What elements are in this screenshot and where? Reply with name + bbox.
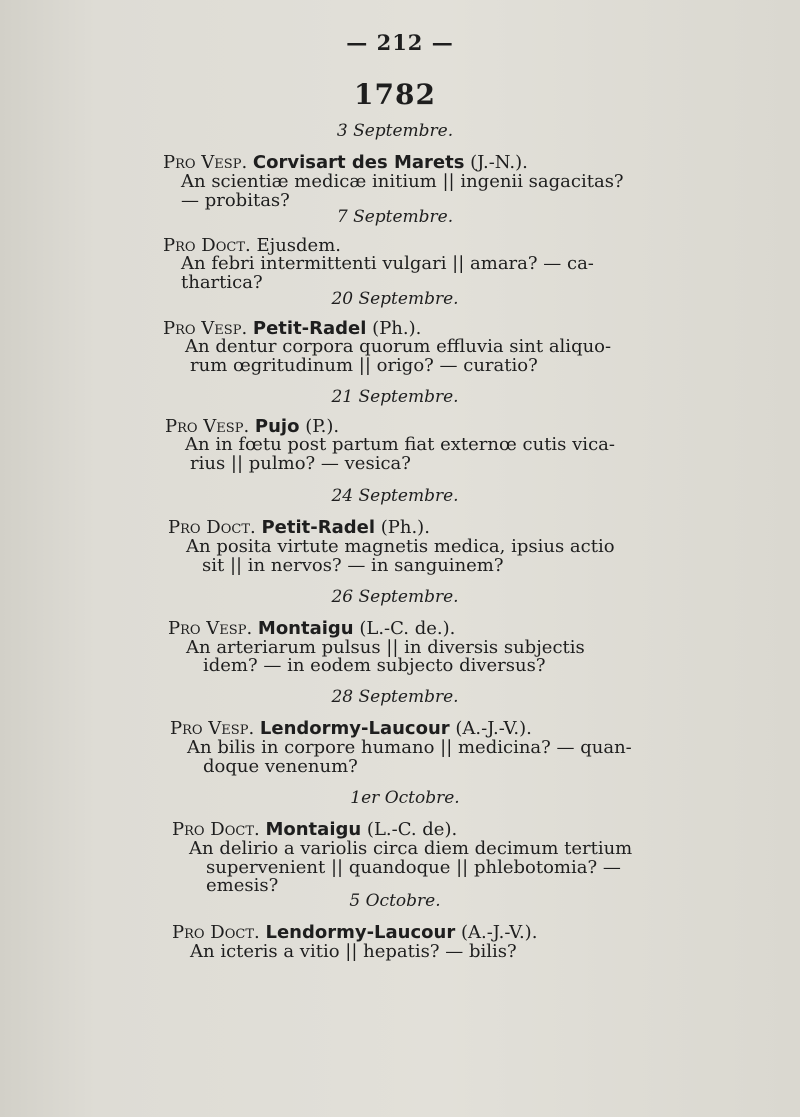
entry-initials: (L.-C. de). [366,819,458,840]
year-heading: 1782 [354,78,436,111]
entry-candidate-name: Petit-Radel [261,517,375,538]
entry-degree: Doct. [201,235,251,256]
entry-candidate-name: Lendormy-Laucour [259,718,450,739]
entry-heading [172,819,457,840]
entry-thesis-line: sit || in nervos? — in sanguinem? [202,555,504,576]
entry-thesis-line: An posita virtute magnetis medica, ipsius actio [186,536,615,557]
entry-initials: (P.). [305,416,340,437]
entry-date: 26 Septembre. [331,587,459,607]
entry-degree: Vesp. [201,152,248,173]
entry-thesis-line: An arteriarum pulsus || in diversis subjectis [186,637,585,658]
entry-date: 7 Septembre. [336,207,454,227]
entry-heading [170,718,532,739]
entry-date: 3 Septembre. [336,121,454,141]
entry-date: 20 Septembre. [331,289,459,309]
entry-candidate-name: Petit-Radel [252,318,367,339]
entry-role: Pro [168,517,201,538]
entry-degree: Doct. [210,922,260,943]
entry-role: Pro [168,618,201,639]
entry-thesis-line: — probitas? [181,190,290,211]
entry-thesis-line: thartica? [181,272,263,293]
entry-thesis-line: rum œgritudinum || origo? — curatio? [190,355,538,376]
entry-role: Pro [170,718,203,739]
entry-candidate-name: Montaigu [265,819,362,840]
entry-date: 5 Octobre. [349,891,441,911]
entry-thesis-line: doque venenum? [203,756,358,777]
entry-thesis-line: An febri intermittenti vulgari || amara? — ca- [181,253,594,274]
entry-thesis-line: emesis? [206,875,279,896]
entry-degree: Doct. [206,517,256,538]
entry-role: Pro [163,235,196,256]
entry-degree: Vesp. [208,718,255,739]
entry-initials: (J.-N.). [470,152,528,173]
entry-candidate-name: Pujo [254,416,300,437]
entry-candidate-name: Montaigu [257,618,354,639]
entry-degree: Vesp. [201,318,248,339]
entry-initials: (Ph.). [380,517,430,538]
entry-thesis-line: An delirio a variolis circa diem decimum tertium [189,838,633,859]
entry-thesis-line: supervenient || quandoque || phlebotomia? — [206,857,621,878]
entry-heading [168,517,430,538]
entry-candidate-name: Lendormy-Laucour [265,922,456,943]
entry-initials: (L.-C. de.). [359,618,456,639]
entry-heading [168,618,455,639]
entry-candidate-name: Corvisart des Marets [252,152,465,173]
entry-thesis-line: An bilis in corpore humano || medicina? — quan- [187,737,632,758]
entry-degree: Vesp. [206,618,253,639]
entry-role: Pro [172,922,205,943]
entry-role: Pro [172,819,205,840]
entry-role: Pro [163,152,196,173]
entry-date: 1er Octobre. [350,788,460,808]
entry-degree: Doct. [210,819,260,840]
entry-initials: (A.-J.-V.). [455,718,532,739]
entry-initials: (A.-J.-V.). [460,922,538,943]
entry-thesis-line: An dentur corpora quorum effluvia sint aliquo- [185,336,612,357]
entry-thesis-line: An scientiæ medicæ initium || ingenii sagacitas? [181,171,624,192]
entry-heading [163,152,528,173]
entry-role: Pro [165,416,198,437]
entry-date: 28 Septembre. [331,687,459,707]
entry-thesis-line: An icteris a vitio || hepatis? — bilis? [190,941,517,962]
entry-thesis-line: An in fœtu post partum fiat externœ cutis vica- [185,434,615,455]
entry-thesis-line: idem? — in eodem subjecto diversus? [203,655,546,676]
entry-date: 21 Septembre. [331,387,459,407]
page-number: — 212 — [346,30,454,55]
entry-heading [172,922,537,943]
entry-initials: (Ph.). [372,318,422,339]
entry-thesis-line: rius || pulmo? — vesica? [190,453,411,474]
entry-initials: Ejusdem. [256,235,341,256]
entry-date: 24 Septembre. [331,486,459,506]
entry-role: Pro [163,318,196,339]
entry-degree: Vesp. [203,416,250,437]
